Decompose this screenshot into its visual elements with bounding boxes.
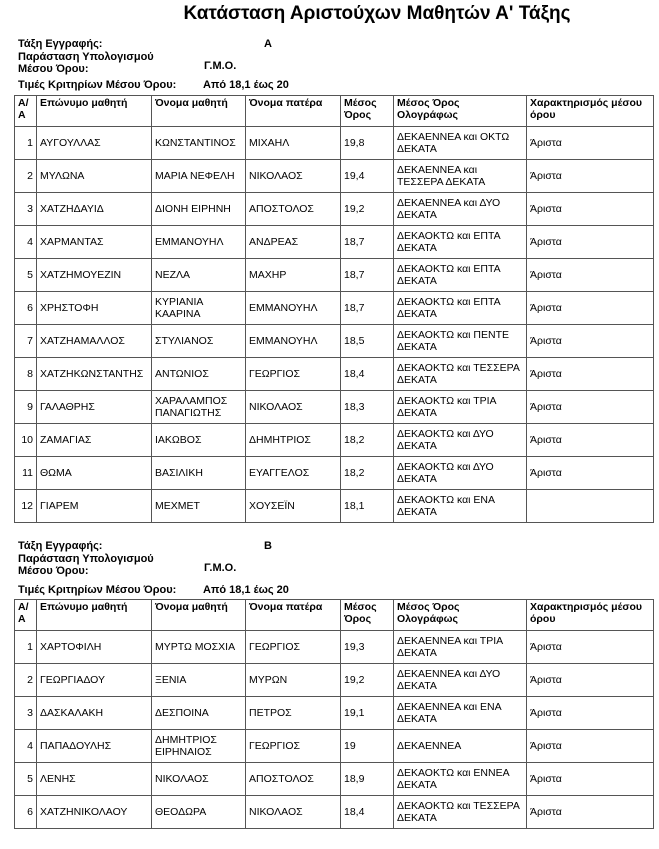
section-b-meta bbox=[18, 540, 638, 596]
cell-aa: 2 bbox=[15, 664, 37, 697]
table-row bbox=[15, 730, 654, 763]
table-row bbox=[15, 763, 654, 796]
header-surname: Επώνυμο μαθητή bbox=[37, 600, 152, 631]
cell-father: ΓΕΩΡΓΙΟΣ bbox=[246, 631, 341, 664]
cell-name: ΝΙΚΟΛΑΟΣ bbox=[152, 763, 246, 796]
table-row bbox=[15, 490, 654, 523]
grades-table-b bbox=[14, 599, 654, 829]
cell-characterization: Άριστα bbox=[527, 424, 654, 457]
cell-characterization: Άριστα bbox=[527, 292, 654, 325]
header-aa: Α/Α bbox=[15, 600, 37, 631]
cell-average-words: ΔΕΚΑΟΚΤΩ και ΕΝΑ ΔΕΚΑΤΑ bbox=[394, 490, 527, 523]
cell-surname: ΓΕΩΡΓΙΑΔΟΥ bbox=[37, 664, 152, 697]
range-label: Τιμές Κριτηρίων Μέσου Όρου: bbox=[18, 584, 177, 596]
range-value: Από 18,1 έως 20 bbox=[203, 79, 289, 91]
table-row bbox=[15, 259, 654, 292]
cell-average-words: ΔΕΚΑΕΝΝΕΑ και ΤΕΣΣΕΡΑ ΔΕΚΑΤΑ bbox=[394, 160, 527, 193]
cell-aa: 12 bbox=[15, 490, 37, 523]
cell-father: ΑΠΟΣΤΟΛΟΣ bbox=[246, 193, 341, 226]
cell-father: ΠΕΤΡΟΣ bbox=[246, 697, 341, 730]
cell-characterization: Άριστα bbox=[527, 796, 654, 829]
header-average-words: Μέσος Όρος Ολογράφως bbox=[394, 600, 527, 631]
cell-average-words: ΔΕΚΑΟΚΤΩ και ΕΠΤΑ ΔΕΚΑΤΑ bbox=[394, 259, 527, 292]
cell-surname: ΜΥΛΩΝΑ bbox=[37, 160, 152, 193]
cell-surname: ΓΙΑΡΕΜ bbox=[37, 490, 152, 523]
cell-surname: ΖΑΜΑΓΙΑΣ bbox=[37, 424, 152, 457]
table-row bbox=[15, 292, 654, 325]
cell-average-words: ΔΕΚΑΟΚΤΩ και ΕΠΤΑ ΔΕΚΑΤΑ bbox=[394, 292, 527, 325]
cell-characterization: Άριστα bbox=[527, 730, 654, 763]
cell-name: ΕΜΜΑΝΟΥΗΛ bbox=[152, 226, 246, 259]
cell-father: ΕΜΜΑΝΟΥΗΛ bbox=[246, 292, 341, 325]
cell-characterization: Άριστα bbox=[527, 457, 654, 490]
header-name: Όνομα μαθητή bbox=[152, 96, 246, 127]
cell-average-words: ΔΕΚΑΕΝΝΕΑ bbox=[394, 730, 527, 763]
cell-surname: ΧΑΤΖΗΚΩΝΣΤΑΝΤΗΣ bbox=[37, 358, 152, 391]
cell-surname: ΧΑΡΜΑΝΤΑΣ bbox=[37, 226, 152, 259]
cell-characterization: Άριστα bbox=[527, 259, 654, 292]
cell-name: ΚΥΡΙΑΝΙΑ ΚΑΑΡΙΝΑ bbox=[152, 292, 246, 325]
table-row bbox=[15, 127, 654, 160]
cell-name: ΝΕΖΛΑ bbox=[152, 259, 246, 292]
cell-father: ΓΕΩΡΓΙΟΣ bbox=[246, 730, 341, 763]
cell-aa: 4 bbox=[15, 730, 37, 763]
table-row bbox=[15, 193, 654, 226]
cell-average: 19,2 bbox=[341, 193, 394, 226]
cell-characterization: Άριστα bbox=[527, 664, 654, 697]
calc-value: Γ.Μ.Ο. bbox=[204, 562, 237, 574]
table-row bbox=[15, 226, 654, 259]
cell-aa: 5 bbox=[15, 259, 37, 292]
cell-name: ΧΑΡΑΛΑΜΠΟΣ ΠΑΝΑΓΙΩΤΗΣ bbox=[152, 391, 246, 424]
cell-characterization: Άριστα bbox=[527, 226, 654, 259]
cell-aa: 4 bbox=[15, 226, 37, 259]
section-a-meta bbox=[18, 38, 638, 94]
cell-surname: ΧΡΗΣΤΟΦΗ bbox=[37, 292, 152, 325]
table-row bbox=[15, 631, 654, 664]
table-row bbox=[15, 664, 654, 697]
header-average: Μέσος Όρος bbox=[341, 96, 394, 127]
cell-average-words: ΔΕΚΑΕΝΝΕΑ και ΔΥΟ ΔΕΚΑΤΑ bbox=[394, 664, 527, 697]
table-row bbox=[15, 325, 654, 358]
cell-aa: 2 bbox=[15, 160, 37, 193]
cell-characterization: Άριστα bbox=[527, 325, 654, 358]
cell-characterization: Άριστα bbox=[527, 193, 654, 226]
cell-aa: 3 bbox=[15, 193, 37, 226]
cell-characterization: Άριστα bbox=[527, 391, 654, 424]
calc-value: Γ.Μ.Ο. bbox=[204, 60, 237, 72]
calc-label: Παράσταση Υπολογισμού Μέσου Όρου: bbox=[18, 553, 154, 577]
cell-average: 18,4 bbox=[341, 796, 394, 829]
header-surname: Επώνυμο μαθητή bbox=[37, 96, 152, 127]
cell-aa: 6 bbox=[15, 292, 37, 325]
cell-average: 18,9 bbox=[341, 763, 394, 796]
cell-father: ΝΙΚΟΛΑΟΣ bbox=[246, 796, 341, 829]
cell-father: ΔΗΜΗΤΡΙΟΣ bbox=[246, 424, 341, 457]
table-row bbox=[15, 796, 654, 829]
cell-average-words: ΔΕΚΑΕΝΝΕΑ και ΕΝΑ ΔΕΚΑΤΑ bbox=[394, 697, 527, 730]
cell-average-words: ΔΕΚΑΟΚΤΩ και ΕΝΝΕΑ ΔΕΚΑΤΑ bbox=[394, 763, 527, 796]
cell-father: ΜΥΡΩΝ bbox=[246, 664, 341, 697]
cell-father: ΝΙΚΟΛΑΟΣ bbox=[246, 160, 341, 193]
header-father: Όνομα πατέρα bbox=[246, 600, 341, 631]
cell-name: ΞΕΝΙΑ bbox=[152, 664, 246, 697]
cell-average-words: ΔΕΚΑΕΝΝΕΑ και ΤΡΙΑ ΔΕΚΑΤΑ bbox=[394, 631, 527, 664]
cell-name: ΔΗΜΗΤΡΙΟΣ ΕΙΡΗΝΑΙΟΣ bbox=[152, 730, 246, 763]
table-header-row bbox=[15, 96, 654, 127]
cell-surname: ΧΑΤΖΗΜΟΥΕΖΙΝ bbox=[37, 259, 152, 292]
cell-name: ΜΑΡΙΑ ΝΕΦΕΛΗ bbox=[152, 160, 246, 193]
class-value: Α bbox=[264, 38, 272, 50]
cell-father: ΧΟΥΣΕΪΝ bbox=[246, 490, 341, 523]
header-father: Όνομα πατέρα bbox=[246, 96, 341, 127]
page-title: Κατάσταση Αριστούχων Μαθητών Α' Τάξης bbox=[183, 3, 571, 24]
table-row bbox=[15, 358, 654, 391]
cell-aa: 1 bbox=[15, 127, 37, 160]
cell-average: 19,4 bbox=[341, 160, 394, 193]
cell-average: 19 bbox=[341, 730, 394, 763]
header-average: Μέσος Όρος bbox=[341, 600, 394, 631]
cell-surname: ΑΥΓΟΥΛΛΑΣ bbox=[37, 127, 152, 160]
cell-name: ΘΕΟΔΩΡΑ bbox=[152, 796, 246, 829]
cell-name: ΔΕΣΠΟΙΝΑ bbox=[152, 697, 246, 730]
calc-label: Παράσταση Υπολογισμού Μέσου Όρου: bbox=[18, 51, 154, 75]
range-label: Τιμές Κριτηρίων Μέσου Όρου: bbox=[18, 79, 177, 91]
cell-name: ΣΤΥΛΙΑΝΟΣ bbox=[152, 325, 246, 358]
class-value: Β bbox=[264, 540, 272, 552]
header-characterization: Χαρακτηρισμός μέσου όρου bbox=[527, 96, 654, 127]
cell-surname: ΧΑΤΖΗΔΑΥΙΔ bbox=[37, 193, 152, 226]
cell-father: ΝΙΚΟΛΑΟΣ bbox=[246, 391, 341, 424]
cell-characterization: Άριστα bbox=[527, 160, 654, 193]
cell-name: ΜΕΧΜΕΤ bbox=[152, 490, 246, 523]
cell-average-words: ΔΕΚΑΟΚΤΩ και ΤΕΣΣΕΡΑ ΔΕΚΑΤΑ bbox=[394, 358, 527, 391]
cell-average: 18,4 bbox=[341, 358, 394, 391]
cell-characterization: Άριστα bbox=[527, 763, 654, 796]
cell-average: 18,7 bbox=[341, 259, 394, 292]
cell-surname: ΧΑΤΖΗΝΙΚΟΛΑΟΥ bbox=[37, 796, 152, 829]
cell-surname: ΛΕΝΗΣ bbox=[37, 763, 152, 796]
grades-table-a bbox=[14, 95, 654, 523]
cell-aa: 6 bbox=[15, 796, 37, 829]
cell-father: ΜΑΧΗΡ bbox=[246, 259, 341, 292]
cell-surname: ΓΑΛΑΘΡΗΣ bbox=[37, 391, 152, 424]
cell-average: 18,5 bbox=[341, 325, 394, 358]
cell-name: ΜΥΡΤΩ ΜΟΣΧΙΑ bbox=[152, 631, 246, 664]
cell-surname: ΘΩΜΑ bbox=[37, 457, 152, 490]
cell-average: 18,2 bbox=[341, 457, 394, 490]
class-label: Τάξη Εγγραφής: bbox=[18, 540, 103, 552]
table-row bbox=[15, 457, 654, 490]
class-label: Τάξη Εγγραφής: bbox=[18, 38, 103, 50]
cell-aa: 9 bbox=[15, 391, 37, 424]
cell-average-words: ΔΕΚΑΕΝΝΕΑ και ΟΚΤΩ ΔΕΚΑΤΑ bbox=[394, 127, 527, 160]
cell-name: ΔΙΟΝΗ ΕΙΡΗΝΗ bbox=[152, 193, 246, 226]
header-name: Όνομα μαθητή bbox=[152, 600, 246, 631]
cell-average: 18,2 bbox=[341, 424, 394, 457]
cell-average: 18,7 bbox=[341, 226, 394, 259]
cell-name: ΒΑΣΙΛΙΚΗ bbox=[152, 457, 246, 490]
cell-name: ΑΝΤΩΝΙΟΣ bbox=[152, 358, 246, 391]
cell-average: 19,1 bbox=[341, 697, 394, 730]
table-row bbox=[15, 424, 654, 457]
header-average-words: Μέσος Όρος Ολογράφως bbox=[394, 96, 527, 127]
cell-father: ΜΙΧΑΗΛ bbox=[246, 127, 341, 160]
cell-surname: ΔΑΣΚΑΛΑΚΗ bbox=[37, 697, 152, 730]
cell-father: ΑΠΟΣΤΟΛΟΣ bbox=[246, 763, 341, 796]
cell-characterization: Άριστα bbox=[527, 631, 654, 664]
cell-aa: 3 bbox=[15, 697, 37, 730]
cell-average: 19,8 bbox=[341, 127, 394, 160]
cell-surname: ΠΑΠΑΔΟΥΛΗΣ bbox=[37, 730, 152, 763]
cell-surname: ΧΑΡΤΟΦΙΛΗ bbox=[37, 631, 152, 664]
cell-average: 18,7 bbox=[341, 292, 394, 325]
cell-aa: 7 bbox=[15, 325, 37, 358]
cell-name: ΚΩΝΣΤΑΝΤΙΝΟΣ bbox=[152, 127, 246, 160]
cell-aa: 5 bbox=[15, 763, 37, 796]
cell-average-words: ΔΕΚΑΟΚΤΩ και ΤΕΣΣΕΡΑ ΔΕΚΑΤΑ bbox=[394, 796, 527, 829]
cell-characterization: Άριστα bbox=[527, 697, 654, 730]
cell-aa: 11 bbox=[15, 457, 37, 490]
cell-name: ΙΑΚΩΒΟΣ bbox=[152, 424, 246, 457]
table-header-row bbox=[15, 600, 654, 631]
header-characterization: Χαρακτηρισμός μέσου όρου bbox=[527, 600, 654, 631]
cell-characterization bbox=[527, 490, 654, 523]
table-row bbox=[15, 697, 654, 730]
cell-average: 19,3 bbox=[341, 631, 394, 664]
cell-average-words: ΔΕΚΑΟΚΤΩ και ΔΥΟ ΔΕΚΑΤΑ bbox=[394, 424, 527, 457]
header-aa: Α/Α bbox=[15, 96, 37, 127]
cell-father: ΓΕΩΡΓΙΟΣ bbox=[246, 358, 341, 391]
cell-average-words: ΔΕΚΑΟΚΤΩ και ΠΕΝΤΕ ΔΕΚΑΤΑ bbox=[394, 325, 527, 358]
cell-average-words: ΔΕΚΑΟΚΤΩ και ΤΡΙΑ ΔΕΚΑΤΑ bbox=[394, 391, 527, 424]
cell-father: ΑΝΔΡΕΑΣ bbox=[246, 226, 341, 259]
cell-average-words: ΔΕΚΑΟΚΤΩ και ΕΠΤΑ ΔΕΚΑΤΑ bbox=[394, 226, 527, 259]
cell-average: 18,3 bbox=[341, 391, 394, 424]
cell-aa: 8 bbox=[15, 358, 37, 391]
cell-average: 18,1 bbox=[341, 490, 394, 523]
table-row bbox=[15, 160, 654, 193]
cell-average: 19,2 bbox=[341, 664, 394, 697]
cell-aa: 10 bbox=[15, 424, 37, 457]
cell-average-words: ΔΕΚΑΟΚΤΩ και ΔΥΟ ΔΕΚΑΤΑ bbox=[394, 457, 527, 490]
cell-aa: 1 bbox=[15, 631, 37, 664]
range-value: Από 18,1 έως 20 bbox=[203, 584, 289, 596]
cell-father: ΕΜΜΑΝΟΥΗΛ bbox=[246, 325, 341, 358]
cell-characterization: Άριστα bbox=[527, 358, 654, 391]
table-row bbox=[15, 391, 654, 424]
cell-surname: ΧΑΤΖΗΑΜΑΛΛΟΣ bbox=[37, 325, 152, 358]
cell-average-words: ΔΕΚΑΕΝΝΕΑ και ΔΥΟ ΔΕΚΑΤΑ bbox=[394, 193, 527, 226]
cell-father: ΕΥΑΓΓΕΛΟΣ bbox=[246, 457, 341, 490]
cell-characterization: Άριστα bbox=[527, 127, 654, 160]
